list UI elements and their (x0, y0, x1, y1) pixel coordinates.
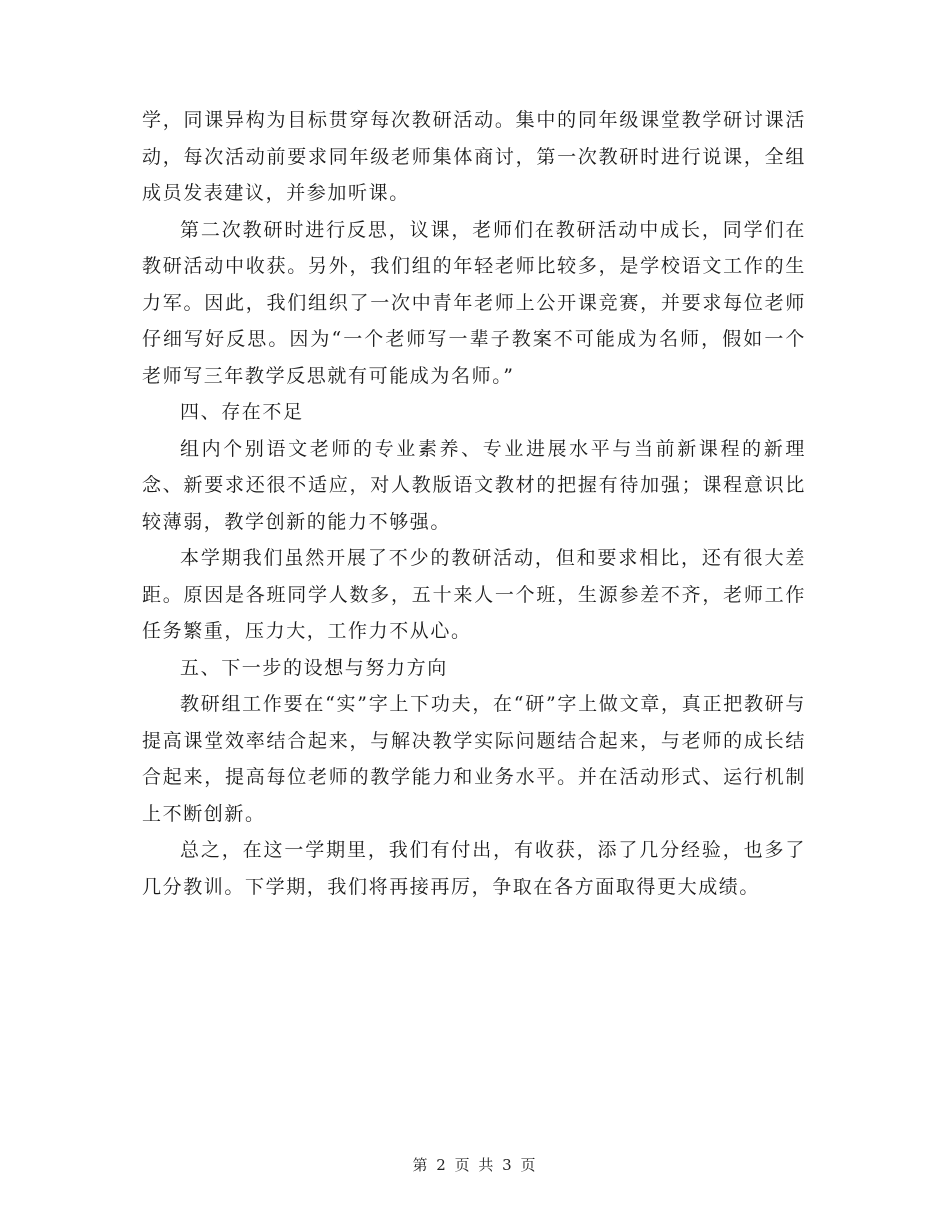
paragraph-continuation: 学，同课异构为目标贯穿每次教研活动。集中的同年级课堂教学研讨课活动，每次活动前要求同年级老师集体商讨，第一次教研时进行说课，全组成员发表建议，并参加听课。 (142, 109, 806, 204)
paragraph-conclusion: 总之，在这一学期里，我们有付出，有收获，添了几分经验，也多了几分教训。下学期，我们将再接再厉，争取在各方面取得更大成绩。 (142, 839, 806, 898)
section-heading-next-steps: 五、下一步的设想与努力方向 (180, 656, 448, 679)
document-body (142, 102, 806, 905)
paragraph-shortcomings-2: 本学期我们虽然开展了不少的教研活动，但和要求相比，还有很大差距。原因是各班同学人数多，五十来人一个班，生源参差不齐，老师工作任务繁重，压力大，工作力不从心。 (142, 547, 806, 642)
paragraph-next-steps: 教研组工作要在“实”字上下功夫，在“研”字上做文章，真正把教研与提高课堂效率结合起来，与解决教学实际问题结合起来，与老师的成长结合起来，提高每位老师的教学能力和业务水平。并在活动形式、运行机制上不断创新。 (142, 693, 806, 825)
section-heading-shortcomings: 四、存在不足 (180, 401, 304, 423)
paragraph-second-research: 第二次教研时进行反思，议课，老师们在教研活动中成长，同学们在教研活动中收获。另外，我们组的年轻老师比较多，是学校语文工作的生力军。因此，我们组织了一次中青年老师上公开课竞赛，并要求每位老师仔细写好反思。因为“一个老师写一辈子教案不可能成为名师，假如一个老师写三年教学反思就有可能成为名师。” (142, 218, 806, 387)
paragraph-shortcomings-1: 组内个别语文老师的专业素养、专业进展水平与当前新课程的新理念、新要求还很不适应，对人教版语文教材的把握有待加强；课程意识比较薄弱，教学创新的能力不够强。 (142, 437, 806, 533)
page-number-footer: 第 2 页 共 3 页 (412, 1156, 538, 1174)
